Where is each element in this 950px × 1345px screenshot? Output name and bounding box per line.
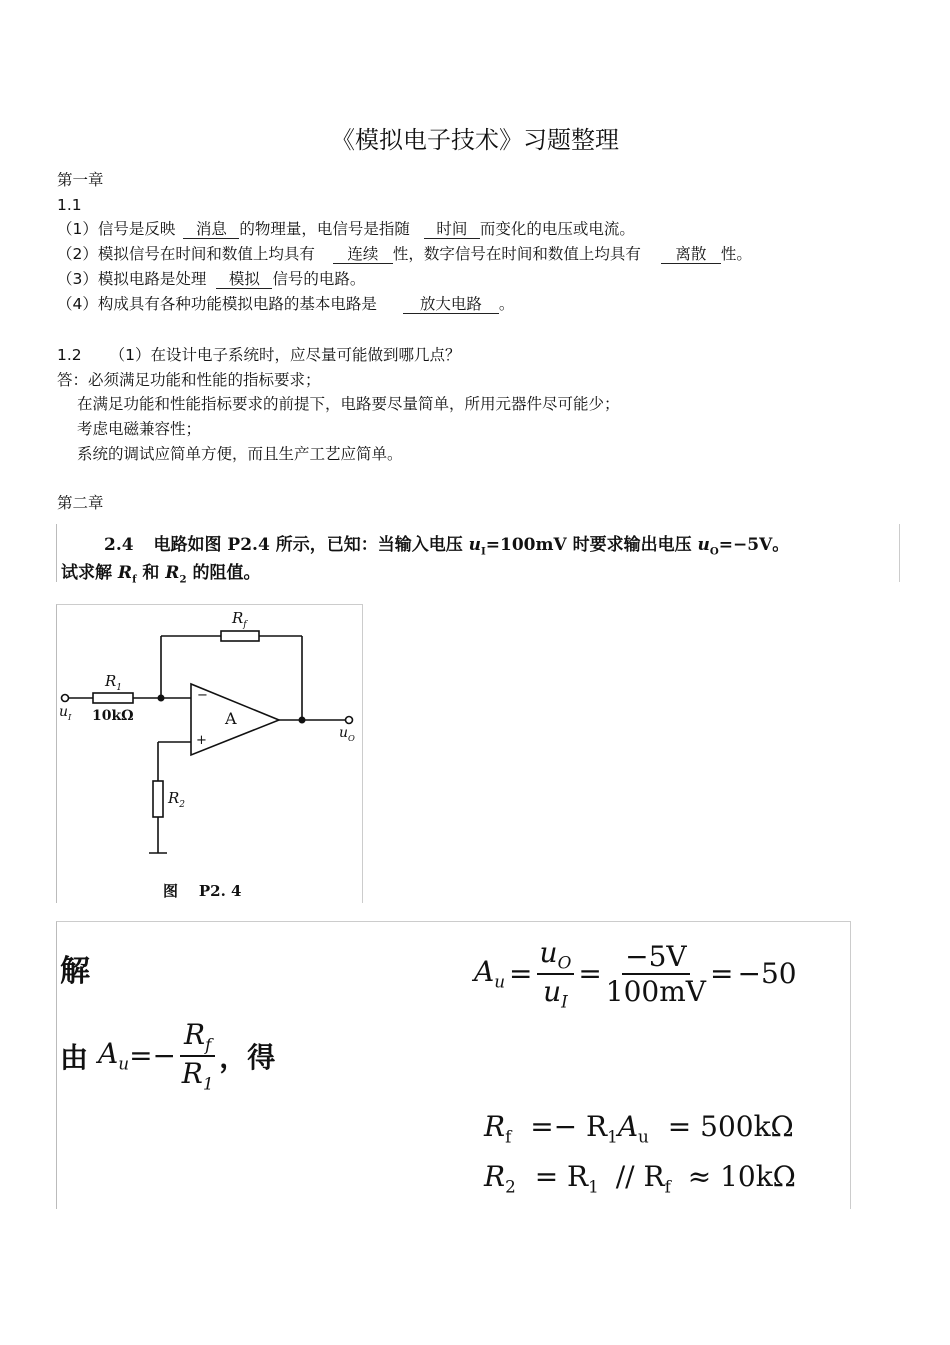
problem-line-1: [104, 530, 789, 557]
q11-number: 1.1: [57, 196, 82, 214]
r1-resistor: [93, 693, 133, 703]
result: = 500kΩ: [667, 1110, 794, 1143]
gain-formula: [60, 1018, 275, 1093]
r2-result: [484, 1160, 796, 1197]
minus-sign: −: [197, 688, 208, 703]
figure-caption: 图 P2. 4: [163, 882, 242, 900]
q11-line-1: [57, 219, 635, 239]
var: R: [117, 563, 133, 583]
document-title: 《模拟电子技术》习题整理: [331, 126, 619, 154]
solution-heading: 解: [60, 954, 90, 989]
var: R: [165, 563, 180, 583]
rf-result: [484, 1110, 794, 1147]
q11-line-2: [57, 244, 752, 264]
solution-scan: [56, 921, 851, 1209]
answer-blank: 放大电路: [403, 296, 499, 314]
q12-number: 1.2: [57, 346, 82, 364]
text: 的阻值。: [192, 563, 261, 583]
sub: f: [243, 620, 247, 630]
problem-scan: [56, 524, 900, 586]
rf-label: [232, 609, 247, 630]
var: u: [543, 974, 562, 1008]
denominator: [182, 1057, 214, 1094]
var: u: [539, 936, 558, 969]
var: [474, 955, 505, 992]
denominator: 100mV: [605, 974, 707, 1008]
var: u: [339, 725, 349, 741]
problem-line-2: [61, 558, 260, 585]
text: （3）模拟电路是处理: [57, 270, 207, 288]
result: −50: [737, 957, 797, 991]
var: A: [474, 955, 495, 989]
sub: 1: [607, 1126, 618, 1147]
numerator: [180, 1018, 215, 1057]
result: ≈ 10kΩ: [687, 1160, 796, 1193]
text: 的物理量，电信号是指随: [239, 220, 410, 238]
text: =100mV 时要求输出电压: [485, 535, 692, 555]
var: R: [232, 609, 244, 627]
r1-value: 10kΩ: [92, 708, 134, 724]
problem-number: 2.4: [104, 535, 134, 555]
sub: f: [505, 1126, 512, 1147]
answer-blank: 连续: [333, 246, 393, 264]
circuit-diagram: [57, 605, 362, 903]
sub: 2: [179, 573, 187, 586]
text: 和: [142, 563, 160, 583]
text: 性，数字信号在时间和数值上均具有: [392, 245, 641, 263]
text: （2）模拟信号在时间和数值上均具有: [57, 245, 315, 263]
sub: u: [638, 1126, 649, 1147]
text: = R: [534, 1160, 589, 1193]
var: u: [59, 704, 69, 720]
sub: I: [68, 711, 72, 722]
var: R: [484, 1110, 506, 1143]
gain-calculation: $A_u$ = $\frac{u_O}{u_I}$ = $\frac{-5V}{100mV}$ = −50: [474, 936, 797, 1012]
circuit-figure: [56, 604, 363, 903]
sub: 1: [202, 1073, 214, 1094]
sub: f: [205, 1034, 212, 1055]
answer-blank: 消息: [183, 221, 239, 239]
fraction: [180, 1018, 215, 1093]
var: A: [98, 1037, 119, 1071]
text: 信号的电路。: [272, 270, 366, 288]
text: =−: [129, 1039, 176, 1073]
text: =−5V。: [718, 535, 790, 555]
input-terminal: [62, 695, 69, 702]
uo-label: [339, 725, 355, 743]
fraction: [606, 940, 706, 1008]
sub: O: [557, 952, 572, 973]
text: （4）构成具有各种功能模拟电路的基本电路是: [57, 295, 377, 313]
var: R: [181, 1056, 203, 1090]
text: 而变化的电压或电流。: [479, 220, 635, 238]
r2-label: [168, 789, 185, 810]
q12-answer-line: 在满足功能和性能指标要求的前提下，电路要尽量简单，所用元器件尽可能少；: [77, 395, 620, 413]
var: u: [697, 535, 710, 555]
var: R: [484, 1160, 506, 1193]
sub: f: [132, 573, 137, 586]
numerator: −5V: [622, 940, 690, 975]
sub: O: [348, 732, 355, 743]
var: R: [168, 789, 180, 807]
q12-question: [57, 345, 461, 365]
var: A: [617, 1110, 639, 1143]
q11-line-3: [57, 269, 365, 289]
chapter-2-heading: 第二章: [57, 494, 104, 512]
text: 由: [60, 1040, 89, 1074]
r2-resistor: [153, 781, 163, 817]
ui-label: [59, 704, 71, 722]
amp-label: A: [225, 709, 237, 728]
text: 电路如图 P2.4 所示，已知：当输入电压: [153, 535, 463, 555]
sub: u: [494, 971, 506, 992]
sub: 2: [179, 800, 186, 810]
numerator: [537, 936, 575, 975]
output-terminal: [346, 717, 353, 724]
text: =− R: [530, 1110, 608, 1143]
text: 。: [498, 295, 515, 313]
text: ，得: [219, 1040, 276, 1074]
text: （1）信号是反映: [57, 220, 176, 238]
q12-answer-line: 答：必须满足功能和性能的指标要求；: [57, 371, 321, 389]
sub: 2: [505, 1176, 516, 1197]
junction-dot: [299, 717, 306, 724]
q12-answer-line: 考虑电磁兼容性；: [77, 420, 202, 438]
sub: O: [709, 545, 719, 558]
q11-line-4: [57, 294, 514, 314]
denominator: [543, 975, 568, 1012]
sub: 1: [588, 1176, 599, 1197]
fraction: [537, 936, 575, 1011]
sub: I: [481, 545, 486, 558]
text: // R: [615, 1160, 665, 1193]
var: u: [468, 535, 481, 555]
plus-sign: +: [196, 733, 207, 748]
sub: 1: [116, 683, 123, 693]
text: 性。: [720, 245, 752, 263]
var: R: [105, 672, 117, 690]
junction-dot: [158, 695, 165, 702]
var: [98, 1037, 129, 1074]
answer-blank: 离散: [661, 246, 721, 264]
answer-blank: 时间: [424, 221, 480, 239]
sub: f: [664, 1176, 671, 1197]
q12-answer-line: 系统的调试应简单方便，而且生产工艺应简单。: [77, 445, 403, 463]
chapter-1-heading: 第一章: [57, 171, 104, 189]
var: R: [183, 1018, 206, 1051]
sub: u: [118, 1053, 130, 1074]
text: 试求解: [61, 563, 112, 583]
sub: I: [561, 991, 568, 1012]
answer-blank: 模拟: [216, 271, 272, 289]
q12-text: （1）在设计电子系统时，应尽量可能做到哪几点？: [109, 346, 461, 364]
rf-resistor: [221, 631, 259, 641]
r1-label: [105, 672, 122, 693]
